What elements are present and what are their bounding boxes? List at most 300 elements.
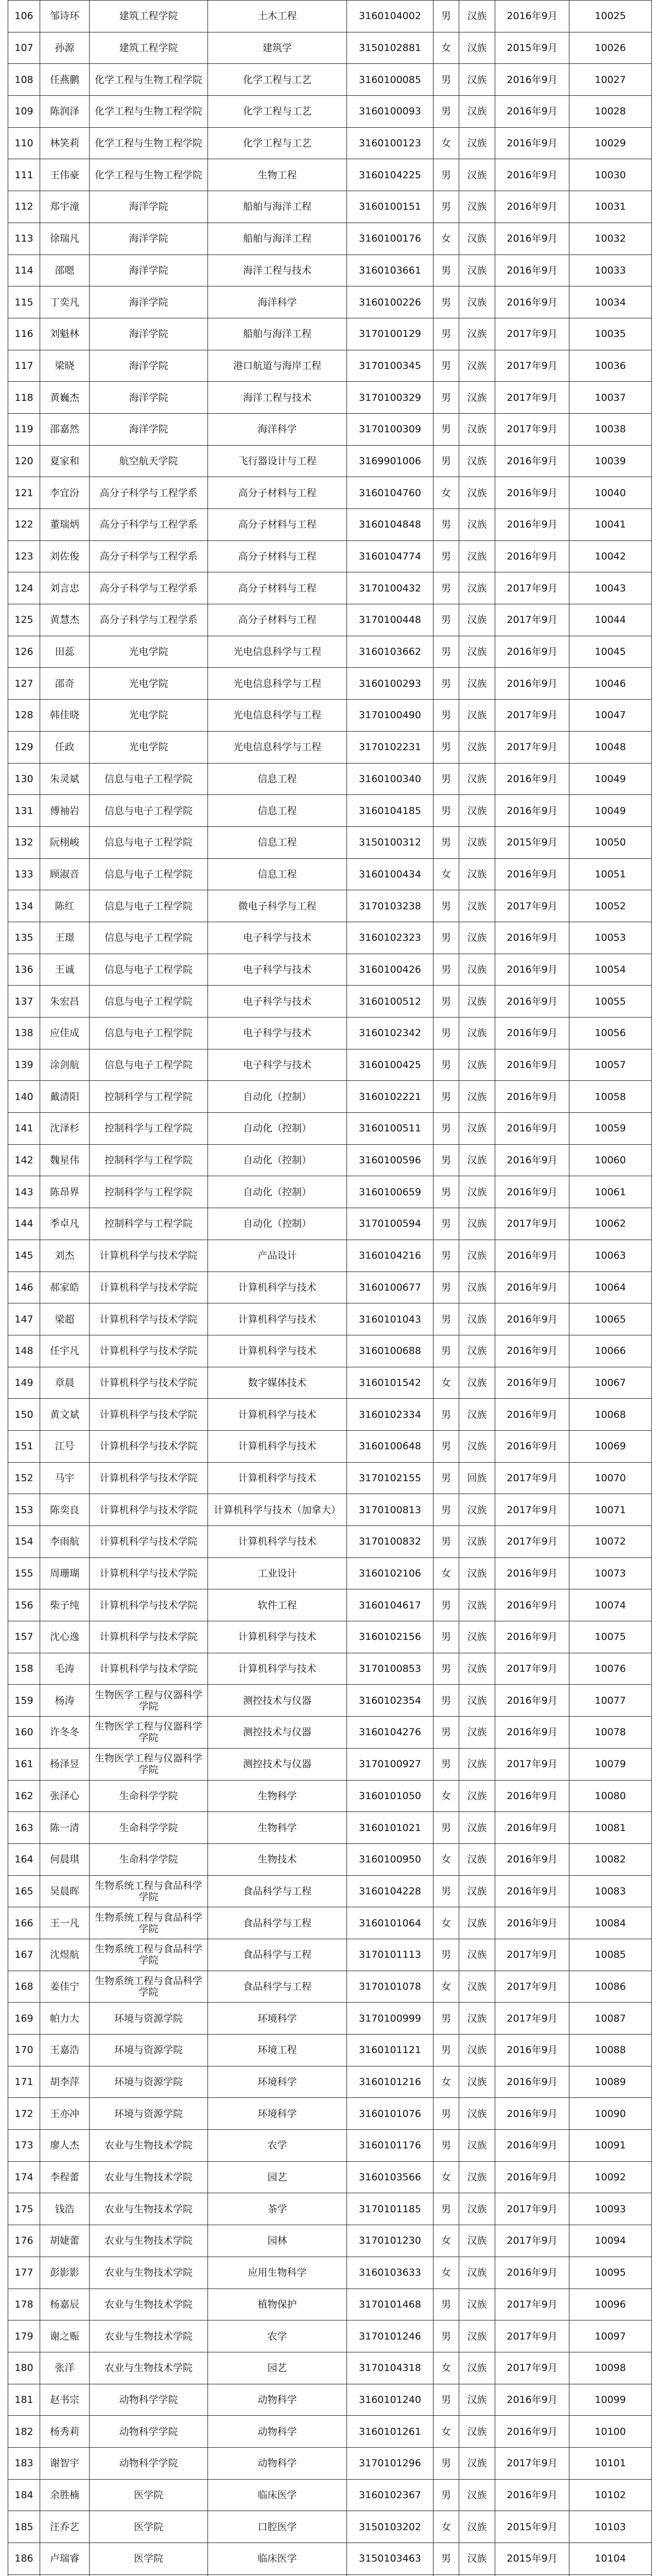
ethnicity-cell: 汉族 [459,413,495,445]
major-cell: 动物科学 [208,2447,347,2479]
sequence-cell: 113 [8,223,40,255]
record-number-cell: 10031 [569,191,652,223]
record-number-cell: 10049 [569,763,652,795]
major-cell: 计算机科学与技术 [208,1653,347,1685]
enrollment-date-cell: 2015年9月 [495,826,569,858]
gender-cell: 女 [433,2161,459,2193]
sequence-cell: 132 [8,826,40,858]
record-number-cell: 10027 [569,64,652,96]
college-cell: 海洋学院 [90,286,208,318]
student-id-cell: 3160101121 [347,2035,433,2066]
student-id-cell: 3170100999 [347,2003,433,2035]
sequence-cell: 109 [8,96,40,128]
student-name-cell: 任政 [40,731,90,763]
table-row [8,1335,652,1367]
enrollment-date-cell: 2016年9月 [495,858,569,890]
college-cell: 高分子科学与工程学系 [90,509,208,541]
enrollment-date-cell: 2016年9月 [495,1144,569,1176]
gender-cell: 男 [433,350,459,382]
student-id-cell: 3160103662 [347,636,433,668]
college-cell: 控制科学与工程学院 [90,1176,208,1208]
record-number-cell: 10075 [569,1621,652,1653]
college-cell: 生物医学工程与仪器科学学院 [90,1717,208,1749]
gender-cell: 女 [433,1557,459,1589]
table-row [8,700,652,732]
enrollment-date-cell: 2015年9月 [495,2543,569,2575]
ethnicity-cell: 汉族 [459,1717,495,1749]
enrollment-date-cell: 2016年9月 [495,1272,569,1303]
enrollment-date-cell: 2016年9月 [495,1367,569,1399]
student-id-cell: 3160104848 [347,509,433,541]
table-row [8,2066,652,2098]
enrollment-date-cell: 2016年9月 [495,1018,569,1049]
major-cell: 环境工程 [208,2035,347,2066]
enrollment-date-cell: 2017年9月 [495,1971,569,2003]
record-number-cell: 10082 [569,1843,652,1875]
college-cell: 动物科学学院 [90,2416,208,2448]
college-cell: 环境与资源学院 [90,2066,208,2098]
gender-cell: 男 [433,922,459,954]
major-cell: 电子科学与技术 [208,1049,347,1081]
record-number-cell: 10072 [569,1526,652,1558]
sequence-cell: 153 [8,1494,40,1526]
record-number-cell: 10066 [569,1335,652,1367]
record-number-cell: 10035 [569,318,652,350]
ethnicity-cell: 汉族 [459,1971,495,2003]
student-id-cell: 3170100309 [347,413,433,445]
enrollment-date-cell: 2016年9月 [495,2479,569,2511]
college-cell: 生命科学学院 [90,1812,208,1844]
major-cell: 计算机科学与技术 [208,1335,347,1367]
enrollment-date-cell: 2016年9月 [495,445,569,477]
sequence-cell: 122 [8,509,40,541]
college-cell: 航空航天学院 [90,445,208,477]
ethnicity-cell: 汉族 [459,96,495,128]
ethnicity-cell: 汉族 [459,1303,495,1335]
ethnicity-cell: 汉族 [459,890,495,922]
enrollment-date-cell: 2017年9月 [495,413,569,445]
ethnicity-cell: 汉族 [459,540,495,572]
record-number-cell: 10065 [569,1303,652,1335]
major-cell: 测控技术与仪器 [208,1748,347,1780]
ethnicity-cell: 汉族 [459,1113,495,1145]
college-cell: 信息与电子工程学院 [90,795,208,827]
college-cell: 农业与生物技术学院 [90,2320,208,2352]
student-id-cell: 3160102334 [347,1399,433,1431]
college-cell: 农业与生物技术学院 [90,2225,208,2257]
sequence-cell: 178 [8,2289,40,2320]
enrollment-date-cell: 2017年9月 [495,2225,569,2257]
college-cell: 化学工程与生物工程学院 [90,64,208,96]
enrollment-date-cell: 2016年9月 [495,986,569,1018]
enrollment-date-cell: 2016年9月 [495,191,569,223]
gender-cell: 女 [433,2066,459,2098]
gender-cell: 男 [433,540,459,572]
enrollment-date-cell: 2016年9月 [495,1049,569,1081]
sequence-cell: 143 [8,1176,40,1208]
major-cell: 信息工程 [208,826,347,858]
enrollment-date-cell: 2016年9月 [495,763,569,795]
gender-cell: 男 [433,1049,459,1081]
sequence-cell: 165 [8,1875,40,1907]
sequence-cell: 158 [8,1653,40,1685]
student-name-cell: 邹诗环 [40,1,90,32]
student-name-cell: 彭影影 [40,2257,90,2289]
table-row [8,795,652,827]
gender-cell: 女 [433,2352,459,2384]
sequence-cell: 138 [8,1018,40,1049]
table-row [8,1430,652,1462]
enrollment-date-cell: 2016年9月 [495,1113,569,1145]
college-cell: 控制科学与工程学院 [90,1113,208,1145]
table-row [8,2130,652,2162]
enrollment-date-cell: 2016年9月 [495,223,569,255]
college-cell: 生命科学学院 [90,1780,208,1812]
table-row [8,731,652,763]
major-cell: 光电信息科学与工程 [208,636,347,668]
record-number-cell: 10078 [569,1717,652,1749]
college-cell: 信息与电子工程学院 [90,858,208,890]
student-name-cell: 刘言忠 [40,572,90,604]
record-number-cell: 10088 [569,2035,652,2066]
record-number-cell: 10089 [569,2066,652,2098]
enrollment-date-cell: 2016年9月 [495,954,569,986]
student-name-cell: 黄巍杰 [40,382,90,414]
student-id-cell: 3170103238 [347,890,433,922]
table-row [8,2543,652,2575]
ethnicity-cell: 汉族 [459,1399,495,1431]
table-row [8,1685,652,1717]
ethnicity-cell: 汉族 [459,1621,495,1653]
record-number-cell: 10070 [569,1462,652,1494]
major-cell: 化学工程与工艺 [208,127,347,159]
sequence-cell: 157 [8,1621,40,1653]
student-name-cell: 顾淑音 [40,858,90,890]
record-number-cell: 10081 [569,1812,652,1844]
student-id-cell: 3160101542 [347,1367,433,1399]
major-cell: 自动化（控制） [208,1144,347,1176]
record-number-cell: 10095 [569,2257,652,2289]
student-name-cell: 董瑞炳 [40,509,90,541]
student-name-cell: 朱宏昌 [40,986,90,1018]
student-id-cell: 3160103661 [347,255,433,286]
gender-cell: 男 [433,1875,459,1907]
enrollment-date-cell: 2016年9月 [495,1399,569,1431]
ethnicity-cell: 汉族 [459,2161,495,2193]
enrollment-date-cell: 2016年9月 [495,540,569,572]
sequence-cell: 168 [8,1971,40,2003]
record-number-cell: 10028 [569,96,652,128]
table-row [8,1240,652,1272]
record-number-cell: 10067 [569,1367,652,1399]
table-row [8,1653,652,1685]
ethnicity-cell: 汉族 [459,1018,495,1049]
table-row [8,1113,652,1145]
record-number-cell: 10096 [569,2289,652,2320]
enrollment-date-cell: 2016年9月 [495,1335,569,1367]
gender-cell: 男 [433,954,459,986]
student-id-cell: 3160101064 [347,1907,433,1939]
table-row [8,1907,652,1939]
student-name-cell: 姜佳宁 [40,1971,90,2003]
college-cell: 计算机科学与技术学院 [90,1462,208,1494]
sequence-cell: 167 [8,1939,40,1971]
ethnicity-cell: 汉族 [459,636,495,668]
major-cell: 工业设计 [208,1557,347,1589]
sequence-cell: 136 [8,954,40,986]
college-cell: 计算机科学与技术学院 [90,1335,208,1367]
table-row [8,1589,652,1621]
enrollment-date-cell: 2016年9月 [495,922,569,954]
enrollment-date-cell: 2017年9月 [495,1208,569,1240]
gender-cell: 男 [433,413,459,445]
record-number-cell: 10073 [569,1557,652,1589]
ethnicity-cell: 汉族 [459,477,495,509]
ethnicity-cell: 汉族 [459,2320,495,2352]
sequence-cell: 111 [8,159,40,191]
gender-cell: 男 [433,1717,459,1749]
record-number-cell: 10047 [569,700,652,732]
record-number-cell: 10099 [569,2384,652,2416]
sequence-cell: 186 [8,2543,40,2575]
record-number-cell: 10092 [569,2161,652,2193]
sequence-cell: 137 [8,986,40,1018]
gender-cell: 男 [433,1526,459,1558]
college-cell: 光电学院 [90,668,208,700]
major-cell: 船舶与海洋工程 [208,191,347,223]
major-cell: 园艺 [208,2352,347,2384]
enrollment-date-cell: 2017年9月 [495,350,569,382]
gender-cell: 男 [433,1494,459,1526]
sequence-cell: 183 [8,2447,40,2479]
record-number-cell: 10103 [569,2511,652,2543]
table-row [8,922,652,954]
enrollment-date-cell: 2017年9月 [495,572,569,604]
record-number-cell: 10040 [569,477,652,509]
gender-cell: 女 [433,1367,459,1399]
college-cell: 建筑工程学院 [90,1,208,32]
student-name-cell: 余胜楠 [40,2479,90,2511]
table-row [8,540,652,572]
student-id-cell: 3160104225 [347,159,433,191]
college-cell: 农业与生物技术学院 [90,2352,208,2384]
student-name-cell: 陈润泽 [40,96,90,128]
ethnicity-cell: 汉族 [459,2447,495,2479]
sequence-cell: 174 [8,2161,40,2193]
ethnicity-cell: 汉族 [459,2511,495,2543]
major-cell: 口腔医学 [208,2511,347,2543]
college-cell: 计算机科学与技术学院 [90,1621,208,1653]
college-cell: 控制科学与工程学院 [90,1144,208,1176]
student-id-cell: 3160101261 [347,2416,433,2448]
student-id-cell: 3160100176 [347,223,433,255]
gender-cell: 男 [433,986,459,1018]
student-name-cell: 邵嗯 [40,255,90,286]
record-number-cell: 10049 [569,795,652,827]
sequence-cell: 172 [8,2098,40,2130]
record-number-cell: 10037 [569,382,652,414]
enrollment-date-cell: 2017年9月 [495,2003,569,2035]
sequence-cell: 131 [8,795,40,827]
table-row [8,318,652,350]
gender-cell: 女 [433,32,459,64]
enrollment-date-cell: 2016年9月 [495,1240,569,1272]
sequence-cell: 124 [8,572,40,604]
college-cell: 计算机科学与技术学院 [90,1367,208,1399]
record-number-cell: 10038 [569,413,652,445]
sequence-cell: 177 [8,2257,40,2289]
ethnicity-cell: 汉族 [459,2384,495,2416]
ethnicity-cell: 汉族 [459,1780,495,1812]
college-cell: 化学工程与生物工程学院 [90,127,208,159]
college-cell: 计算机科学与技术学院 [90,1272,208,1303]
ethnicity-cell: 汉族 [459,2130,495,2162]
student-id-cell: 3160100677 [347,1272,433,1303]
gender-cell: 男 [433,1081,459,1113]
gender-cell: 男 [433,826,459,858]
record-number-cell: 10034 [569,286,652,318]
college-cell: 计算机科学与技术学院 [90,1240,208,1272]
gender-cell: 男 [433,1240,459,1272]
student-name-cell: 孙源 [40,32,90,64]
record-number-cell: 10059 [569,1113,652,1145]
table-row [8,445,652,477]
sequence-cell: 146 [8,1272,40,1303]
gender-cell: 女 [433,2511,459,2543]
table-row [8,1367,652,1399]
ethnicity-cell: 汉族 [459,1081,495,1113]
table-row [8,2193,652,2225]
sequence-cell: 115 [8,286,40,318]
student-name-cell: 邵嘉然 [40,413,90,445]
gender-cell: 男 [433,731,459,763]
college-cell: 海洋学院 [90,191,208,223]
gender-cell: 男 [433,445,459,477]
ethnicity-cell: 汉族 [459,223,495,255]
college-cell: 计算机科学与技术学院 [90,1653,208,1685]
student-id-cell: 3170101113 [347,1939,433,1971]
student-name-cell: 章晨 [40,1367,90,1399]
student-id-cell: 3160100085 [347,64,433,96]
ethnicity-cell: 汉族 [459,2543,495,2575]
ethnicity-cell: 汉族 [459,1208,495,1240]
ethnicity-cell: 汉族 [459,1430,495,1462]
student-id-cell: 3160104774 [347,540,433,572]
sequence-cell: 176 [8,2225,40,2257]
sequence-cell: 129 [8,731,40,763]
major-cell: 计算机科学与技术 [208,1272,347,1303]
major-cell: 海洋科学 [208,413,347,445]
student-id-cell: 3170101296 [347,2447,433,2479]
table-row [8,1,652,32]
student-name-cell: 赵书宗 [40,2384,90,2416]
table-row [8,604,652,636]
student-name-cell: 梁超 [40,1303,90,1335]
major-cell: 茶学 [208,2193,347,2225]
student-name-cell: 张泽心 [40,1780,90,1812]
enrollment-date-cell: 2017年9月 [495,1939,569,1971]
gender-cell: 男 [433,604,459,636]
ethnicity-cell: 汉族 [459,858,495,890]
enrollment-date-cell: 2016年9月 [495,127,569,159]
enrollment-date-cell: 2016年9月 [495,1812,569,1844]
enrollment-date-cell: 2017年9月 [495,318,569,350]
student-name-cell: 沈泽杉 [40,1113,90,1145]
student-name-cell: 戴清阳 [40,1081,90,1113]
enrollment-date-cell: 2017年9月 [495,2447,569,2479]
roster-sheet [8,0,651,2576]
enrollment-date-cell: 2016年9月 [495,2161,569,2193]
sequence-cell: 175 [8,2193,40,2225]
student-id-cell: 3170101246 [347,2320,433,2352]
table-row [8,1081,652,1113]
table-row [8,2352,652,2384]
college-cell: 化学工程与生物工程学院 [90,96,208,128]
enrollment-date-cell: 2017年9月 [495,1462,569,1494]
record-number-cell: 10102 [569,2479,652,2511]
ethnicity-cell: 汉族 [459,1589,495,1621]
college-cell: 动物科学学院 [90,2447,208,2479]
sequence-cell: 154 [8,1526,40,1558]
college-cell: 高分子科学与工程学系 [90,572,208,604]
major-cell: 信息工程 [208,795,347,827]
college-cell: 信息与电子工程学院 [90,1049,208,1081]
record-number-cell: 10080 [569,1780,652,1812]
enrollment-date-cell: 2017年9月 [495,604,569,636]
gender-cell: 男 [433,382,459,414]
major-cell: 电子科学与技术 [208,922,347,954]
gender-cell: 男 [433,1430,459,1462]
college-cell: 计算机科学与技术学院 [90,1557,208,1589]
major-cell: 计算机科学与技术 [208,1621,347,1653]
ethnicity-cell: 汉族 [459,445,495,477]
major-cell: 环境科学 [208,2098,347,2130]
major-cell: 电子科学与技术 [208,986,347,1018]
enrollment-date-cell: 2017年9月 [495,382,569,414]
major-cell: 船舶与海洋工程 [208,318,347,350]
student-id-cell: 3160100648 [347,1430,433,1462]
student-id-cell: 3160104276 [347,1717,433,1749]
sequence-cell: 117 [8,350,40,382]
college-cell: 控制科学与工程学院 [90,1081,208,1113]
gender-cell: 男 [433,1303,459,1335]
student-id-cell: 3160102367 [347,2479,433,2511]
enrollment-date-cell: 2016年9月 [495,1430,569,1462]
student-id-cell: 3160101043 [347,1303,433,1335]
table-row [8,986,652,1018]
record-number-cell: 10026 [569,32,652,64]
student-name-cell: 郝家皓 [40,1272,90,1303]
college-cell: 生物系统工程与食品科学学院 [90,1875,208,1907]
enrollment-date-cell: 2015年9月 [495,32,569,64]
major-cell: 食品科学与工程 [208,1875,347,1907]
ethnicity-cell: 汉族 [459,1335,495,1367]
major-cell: 光电信息科学与工程 [208,668,347,700]
gender-cell: 女 [433,1907,459,1939]
major-cell: 计算机科学与技术 [208,1430,347,1462]
gender-cell: 女 [433,127,459,159]
enrollment-date-cell: 2016年9月 [495,636,569,668]
record-number-cell: 10079 [569,1748,652,1780]
gender-cell: 女 [433,2257,459,2289]
student-name-cell: 任燕鹏 [40,64,90,96]
sequence-cell: 144 [8,1208,40,1240]
sequence-cell: 134 [8,890,40,922]
student-id-cell: 3170101078 [347,1971,433,2003]
major-cell: 计算机科学与技术 [208,1462,347,1494]
enrollment-date-cell: 2016年9月 [495,1621,569,1653]
student-id-cell: 3160104185 [347,795,433,827]
